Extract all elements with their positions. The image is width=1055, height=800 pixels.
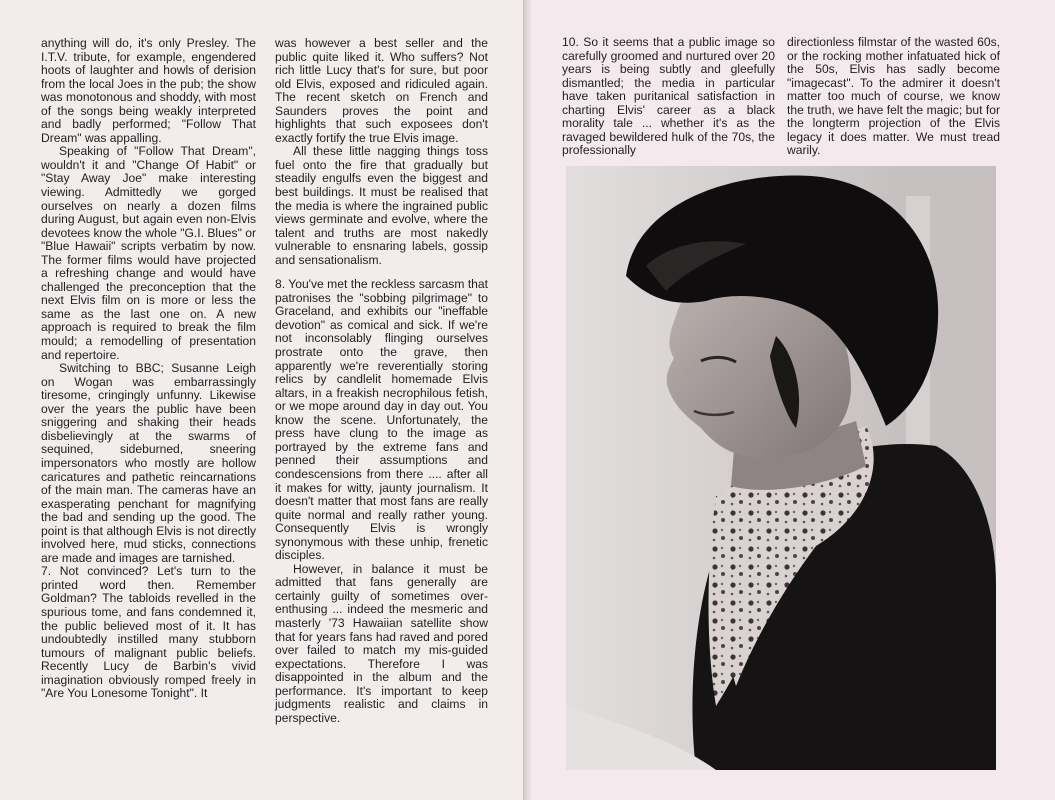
paragraph: Speaking of "Follow That Dream", wouldn't it and "Change Of Habit" or "Stay Away Joe" make interesting viewing. Admittedly we gorged ourselves on nearly a dozen films during August, but again even non-Elvis devotees know the whole "G.I. Blues" or "Blue Hawaii" scripts verbatim by now. The former films would have projected a refreshing change and would have challenged the preconception that the next Elvis film on is more or less the same as the last one on. A new approach is required to break the film mould; a remodelling of presentation and repertoire. <box>41 144 256 362</box>
paragraph: anything will do, it's only Presley. The I.T.V. tribute, for example, engendered hoots of laughter and howls of derision from the local Joes in the pub; the show was monotonous and shoddy, with most of the songs being weakly interpreted and badly performed; "Follow That Dream" was appalling. <box>41 36 256 145</box>
column-2 <box>275 37 488 725</box>
spine-gutter <box>523 0 531 800</box>
paragraph: 10. So it seems that a public image so carefully groomed and nurtured over 20 years is being subtly and gleefully dismantled; the media in particular have taken puritanical satisfaction in charting Elvis' career as a black morality tale ... whether it's as the ravaged bewildered hulk of the 70s, the professionally <box>562 35 775 158</box>
paragraph: 8. You've met the reckless sarcasm that patronises the "sobbing pilgrimage" to Graceland, and exhibits our "ineffable devotion" as comical and sick. If we're not inconsolably flinging ourselves prostrate onto the grave, then apparently we're reverentially storing relics by candlelit homemade Elvis altars, in a freakish necrophilous fetish, or we mope around day in day out. You know the scene. Unfortunately, the press have clung to the image as portrayed by the extreme fans and penned their assumptions and condescensions from there .... after all it makes for witty, jaunty journalism. It doesn't matter that most fans are really quite normal and really rather young. Consequently Elvis is wrongly synonymous with these unhip, frenetic disciples. <box>275 277 488 563</box>
column-1 <box>41 37 256 701</box>
column-3 <box>562 36 775 158</box>
column-4 <box>787 36 1000 158</box>
paragraph: However, in balance it must be admitted that fans generally are certainly guilty of sometimes over-enthusing ... indeed the mesmeric and masterly '73 Hawaiian satellite show that for years fans had raved and pored over failed to match my mis-guided expectations. Therefore I was disappointed in the album and the performance. It's important to keep judgments realistic and claims in perspective. <box>275 561 488 725</box>
elvis-photo <box>566 166 996 770</box>
paragraph: was however a best seller and the public quite liked it. Who suffers? Not rich little Lucy that's for sure, but poor old Elvis, exposed and ridiculed again. The recent sketch on French and Saunders proves the point and highlights that such exposees don't exactly fortify the true Elvis image. <box>275 36 488 145</box>
elvis-photo-illustration <box>566 166 996 770</box>
paragraph: Switching to BBC; Susanne Leigh on Wogan was embarrassingly tiresome, cringingly unfunny. Likewise over the years the public have been sniggering and shaking their heads disbelievingly at the swarms of sequined, sideburned, sneering impersonators who mostly are hollow caricatures and pathetic reincarnations of the main man. The cameras have an exasperating penchant for magnifying the bad and sending up the good. The point is that although Elvis is not directly involved here, mud sticks, connections are made and images are tarnished. <box>41 361 256 565</box>
paragraph: directionless filmstar of the wasted 60s, or the rocking mother infatuated hick of the 50s, Elvis has sadly become "imagecast". To the admirer it doesn't matter too much of course, we know the truth, we have felt the magic; but for the longterm projection of the Elvis legacy it does matter. We must tread warily. <box>787 35 1000 158</box>
paragraph: 7. Not convinced? Let's turn to the printed word then. Remember Goldman? The tabloids revelled in the spurious tome, and fans condemned it, the public believed most of it. It has undoubtedly instilled many stubborn tumours of malignant public beliefs. Recently Lucy de Barbin's vivid imagination obviously romped freely in "Are You Lonesome Tonight". It <box>41 564 256 701</box>
paragraph: All these little nagging things toss fuel onto the fire that gradually but steadily engulfs even the biggest and best buildings. It must be realised that the media is where the ingrained public views germinate and evolve, where the talent and truths are most nakedly vulnerable to ensnaring labels, gossip and sensationalism. <box>275 144 488 267</box>
